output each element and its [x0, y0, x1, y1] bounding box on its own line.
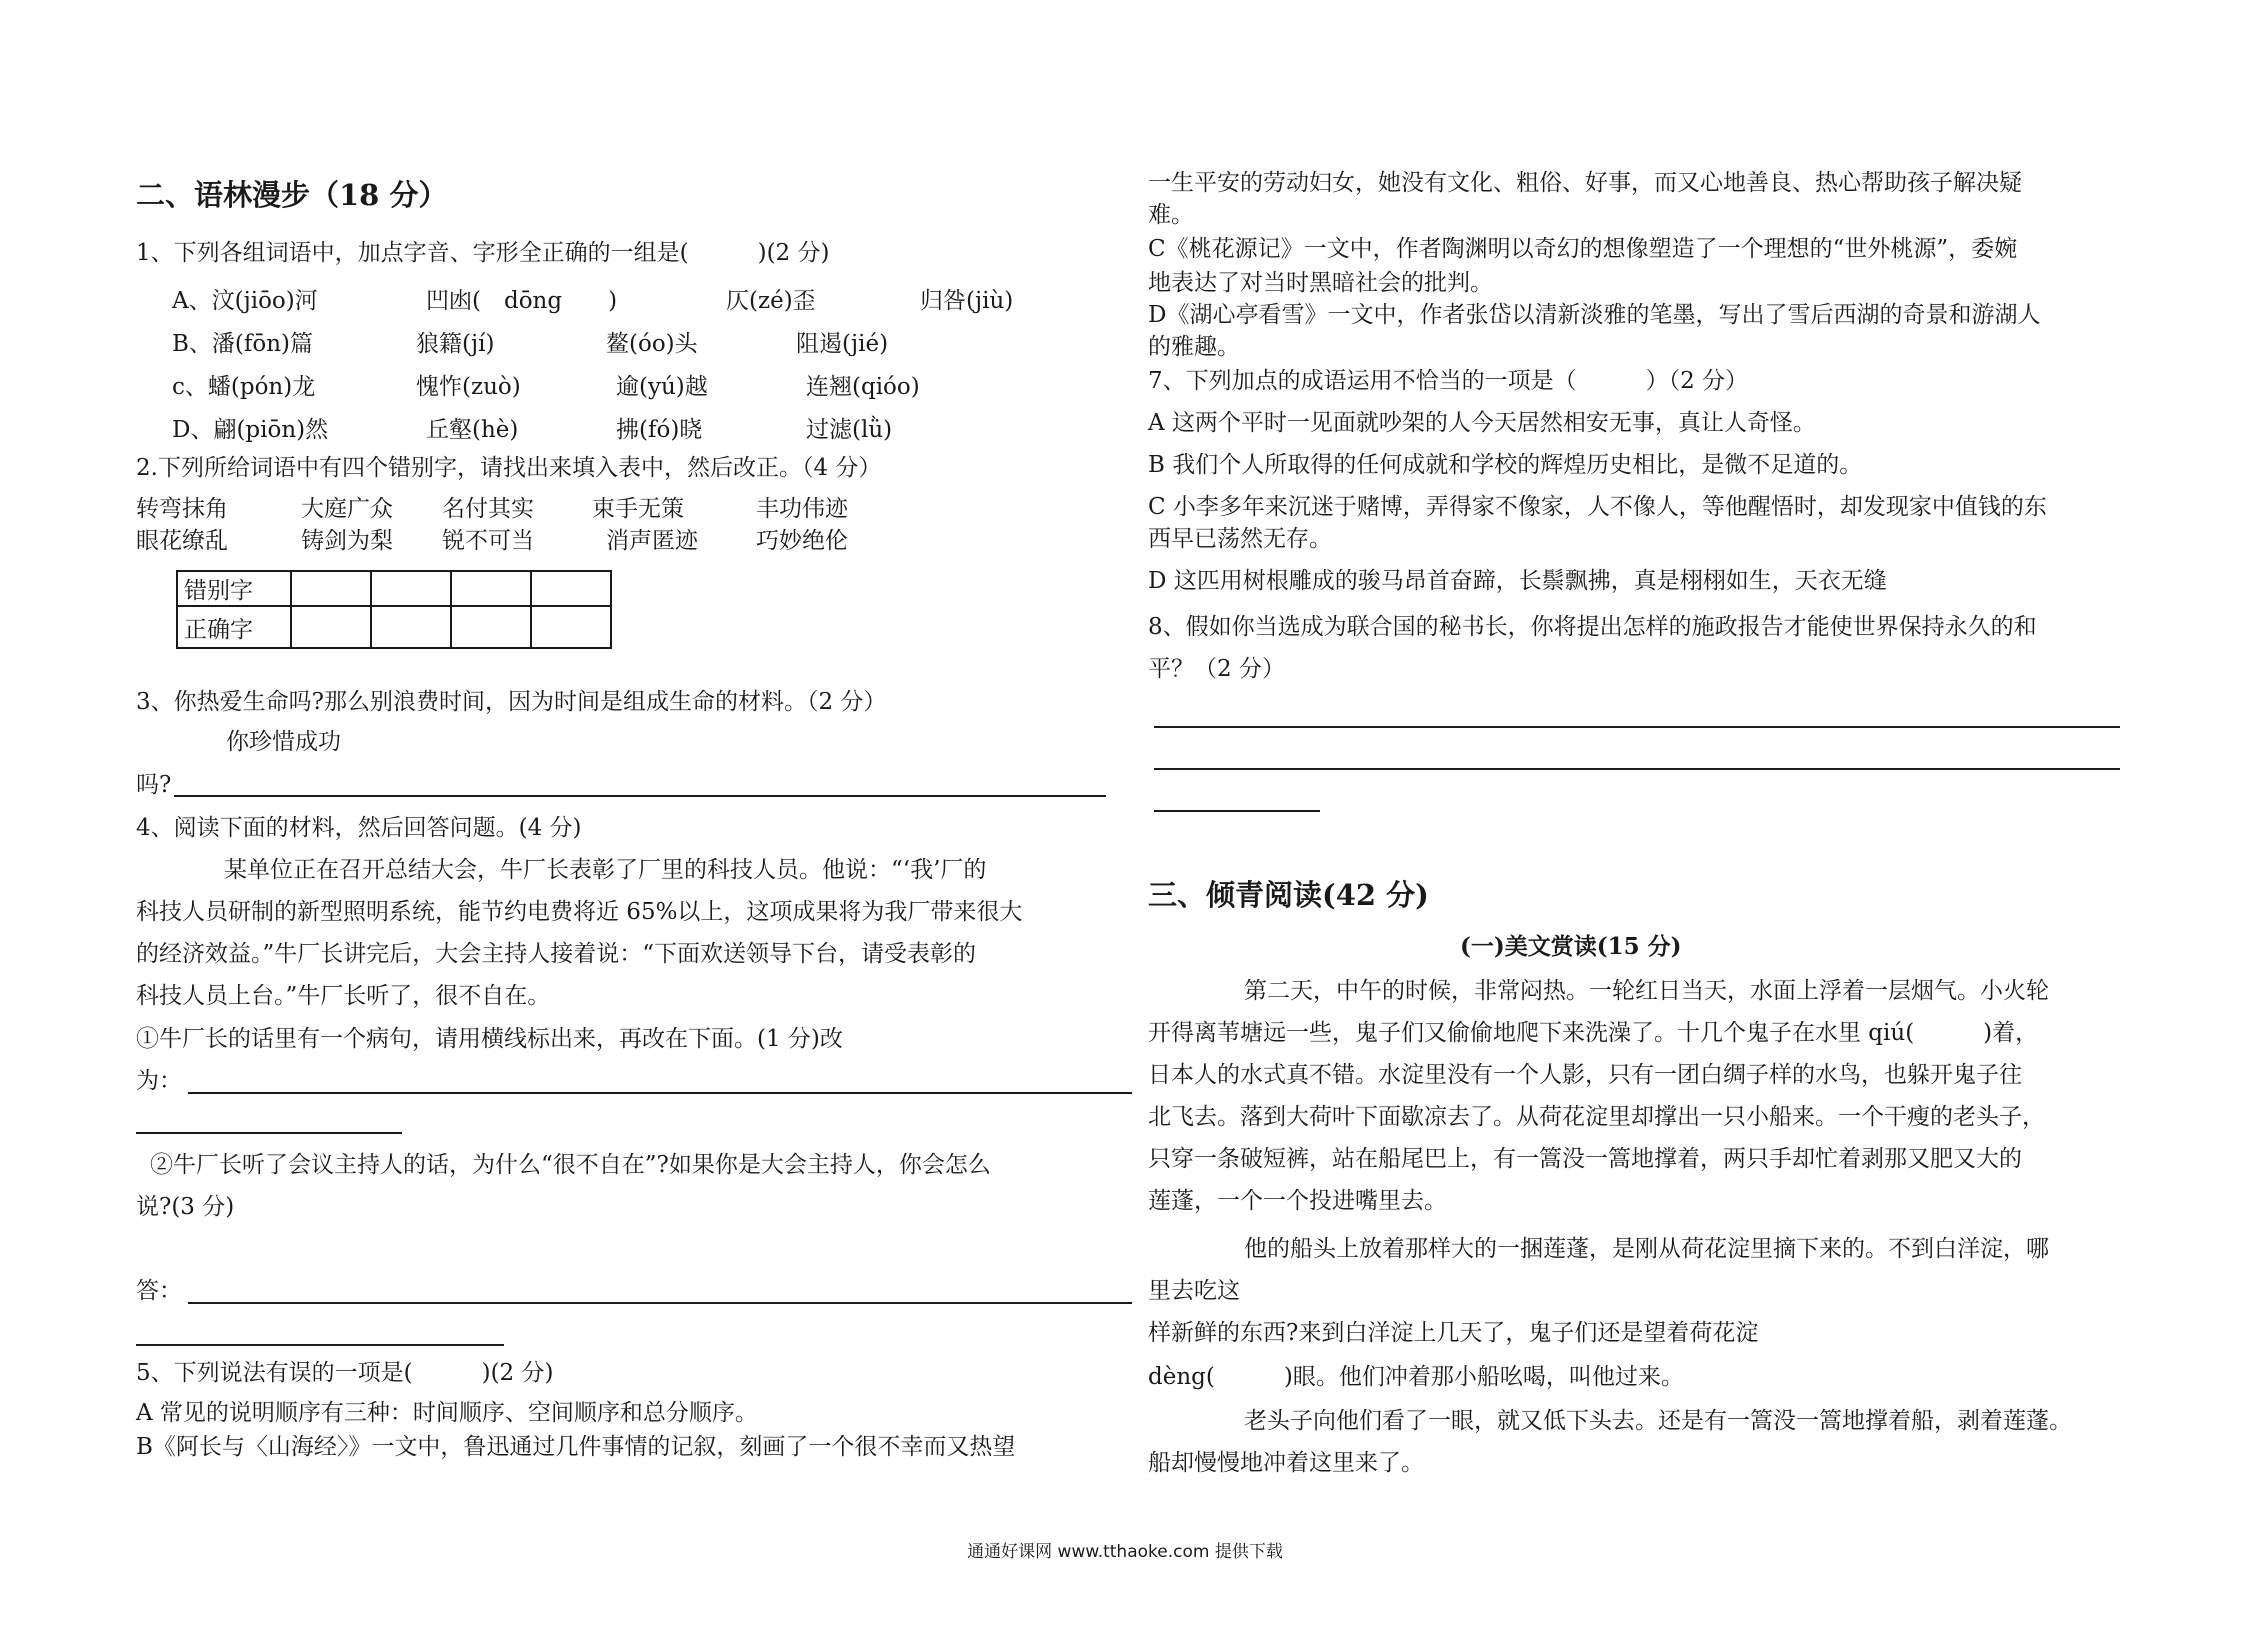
section2-title: 二、语林漫步（18 分） [136, 178, 448, 212]
passage-line: 样新鲜的东西?来到白洋淀上几天了，鬼子们还是望着荷花淀 [1148, 1320, 1759, 1346]
table-row-label: 错别字 [177, 571, 291, 606]
q4-para-line: 科技人员上台。”牛厂长听了，很不自在。 [136, 983, 551, 1009]
q1-option: B、潘(fōn)篇 [172, 331, 314, 357]
passage-line: 北飞去。落到大荷叶下面歇凉去了。从荷花淀里却撑出一只小船来。一个干瘦的老头子， [1148, 1104, 2045, 1130]
q7-option-a: A 这两个平时一见面就吵架的人今天居然相安无事，真让人奇怪。 [1148, 410, 1816, 436]
q4-answer-label: 答： [136, 1278, 182, 1304]
q3-line3: 吗? [136, 772, 172, 798]
q8-answer-line[interactable] [1154, 810, 1320, 812]
q2-word: 大庭广众 [301, 496, 393, 522]
q2-word: 眼花缭乱 [136, 528, 228, 554]
answer-cell[interactable] [531, 571, 611, 606]
q1-option: 阻遏(jié) [796, 331, 889, 357]
q5-option-c: 地表达了对当时黑暗社会的批判。 [1148, 270, 1493, 296]
table-row-label: 正确字 [177, 606, 291, 648]
section3-subtitle: (一)美文赏读(15 分) [1460, 933, 1682, 960]
passage-line: 莲蓬，一个一个投进嘴里去。 [1148, 1188, 1447, 1214]
q2-word: 锐不可当 [442, 528, 534, 554]
passage-line: 船却慢慢地冲着这里来了。 [1148, 1450, 1424, 1476]
q3-answer-line[interactable] [174, 795, 1106, 797]
q2-stem: 2.下列所给词语中有四个错别字，请找出来填入表中，然后改正。（4 分） [136, 455, 882, 481]
page-footer: 通通好课网 www.tthaoke.com 提供下载 [967, 1542, 1283, 1562]
passage-line: 老头子向他们看了一眼，就又低下头去。还是有一篙没一篙地撑着船，剥着莲蓬。 [1244, 1408, 2072, 1434]
section3-title: 三、倾青阅读(42 分) [1148, 878, 1429, 912]
q4-sub2-line2: 说?(3 分) [136, 1194, 235, 1220]
q1-option: 拂(fó)晓 [616, 417, 703, 443]
passage-line: 他的船头上放着那样大的一捆莲蓬，是刚从荷花淀里摘下来的。不到白洋淀，哪 [1244, 1236, 2049, 1262]
q7-stem: 7、下列加点的成语运用不恰当的一项是（ ）（2 分） [1148, 368, 1749, 394]
q4-answer-line[interactable] [188, 1302, 1132, 1304]
q7-option-d: D 这匹用树根雕成的骏马昂首奋蹄，长鬃飘拂，真是栩栩如生，天衣无缝 [1148, 568, 1887, 594]
answer-cell[interactable] [371, 571, 451, 606]
q8-stem: 8、假如你当选成为联合国的秘书长，你将提出怎样的施政报告才能使世界保持永久的和 [1148, 614, 2037, 640]
q1-option: 丘壑(hè) [426, 417, 519, 443]
answer-cell[interactable] [451, 606, 531, 648]
q4-para-line: 的经济效益。”牛厂长讲完后，大会主持人接着说：“下面欢送领导下台，请受表彰的 [136, 941, 977, 967]
q2-word: 消声匿迹 [606, 528, 698, 554]
q5-option-d: 的雅趣。 [1148, 334, 1240, 360]
q1-option: 连翘(qióo) [806, 374, 920, 400]
answer-cell[interactable] [531, 606, 611, 648]
q7-option-c: C 小李多年来沉迷于赌博，弄得家不像家，人不像人，等他醒悟时，却发现家中值钱的东 [1148, 494, 2047, 520]
answer-cell[interactable] [291, 571, 371, 606]
q1-option: 鳌(óo)头 [606, 331, 698, 357]
q1-option: c、蟠(pón)龙 [172, 374, 316, 400]
passage-line: dèng( )眼。他们冲着那小船吆喝，叫他过来。 [1148, 1364, 1684, 1390]
q5-option-d: D《湖心亭看雪》一文中，作者张岱以清新淡雅的笔墨，写出了雪后西湖的奇景和游湖人 [1148, 302, 2041, 328]
answer-cell[interactable] [451, 571, 531, 606]
answer-cell[interactable] [371, 606, 451, 648]
q1-option: 狼籍(jí) [416, 331, 495, 357]
q4-sub1: ①牛厂长的话里有一个病句，请用横线标出来，再改在下面。(1 分)改 [136, 1026, 843, 1052]
q2-word: 名付其实 [442, 496, 534, 522]
q7-option-c-cont: 西早已荡然无存。 [1148, 526, 1332, 552]
q8-answer-line[interactable] [1154, 726, 2120, 728]
q5-option-b-cont: 一生平安的劳动妇女，她没有文化、粗俗、好事，而又心地善良、热心帮助孩子解决疑 [1148, 170, 2022, 196]
q2-answer-table [176, 570, 612, 649]
q4-sub1-label: 为： [136, 1068, 182, 1094]
passage-line: 第二天，中午的时候，非常闷热。一轮红日当天，水面上浮着一层烟气。小火轮 [1244, 978, 2049, 1004]
q2-word: 转弯抹角 [136, 496, 228, 522]
q2-word: 束手无策 [592, 496, 684, 522]
q3-stem: 3、你热爱生命吗?那么别浪费时间，因为时间是组成生命的材料。（2 分） [136, 689, 887, 715]
q4-answer-line[interactable] [136, 1344, 504, 1346]
q1-option: 仄(zé)歪 [726, 288, 816, 314]
q5-option-c: C《桃花源记》一文中，作者陶渊明以奇幻的想像塑造了一个理想的“世外桃源”，委婉 [1148, 236, 2018, 262]
q4-para-line: 科技人员研制的新型照明系统，能节约电费将近 65%以上，这项成果将为我厂带来很大 [136, 899, 1023, 925]
q1-option: 逾(yú)越 [616, 374, 708, 400]
q5-option-a: A 常见的说明顺序有三种：时间顺序、空间顺序和总分顺序。 [136, 1400, 758, 1426]
q5-stem: 5、下列说法有误的一项是( )(2 分) [136, 1360, 554, 1386]
q8-answer-line[interactable] [1154, 768, 2120, 770]
q5-option-b: B《阿长与〈山海经〉》一文中，鲁迅通过几件事情的记叙，刻画了一个很不幸而又热望 [136, 1434, 1016, 1460]
q1-option: 凹凼( dōng ) [426, 288, 618, 314]
q2-word: 丰功伟迹 [756, 496, 848, 522]
q4-answer-line[interactable] [188, 1092, 1132, 1094]
passage-line: 开得离苇塘远一些，鬼子们又偷偷地爬下来洗澡了。十几个鬼子在水里 qiú( )着， [1148, 1020, 2039, 1046]
q1-option: 过滤(lǜ) [806, 417, 893, 443]
q1-stem: 1、下列各组词语中，加点字音、字形全正确的一组是( )(2 分) [136, 240, 830, 266]
q2-word: 铸剑为梨 [301, 528, 393, 554]
q4-stem: 4、阅读下面的材料，然后回答问题。(4 分) [136, 815, 582, 841]
q1-option: 归咎(jiù) [920, 288, 1014, 314]
passage-line: 只穿一条破短裤，站在船尾巴上，有一篙没一篙地撑着，两只手却忙着剥那又肥又大的 [1148, 1146, 2022, 1172]
q8-stem-cont: 平？（2 分） [1148, 656, 1285, 682]
q4-sub2: ②牛厂长听了会议主持人的话，为什么“很不自在”?如果你是大会主持人，你会怎么 [150, 1152, 991, 1178]
q1-option: A、汶(jiōo)河 [172, 288, 318, 314]
q5-option-b-cont: 难。 [1148, 202, 1194, 228]
q7-option-b: B 我们个人所取得的任何成就和学校的辉煌历史相比，是微不足道的。 [1148, 452, 1863, 478]
passage-line: 日本人的水式真不错。水淀里没有一个人影，只有一团白绸子样的水鸟，也躲开鬼子往 [1148, 1062, 2022, 1088]
answer-cell[interactable] [291, 606, 371, 648]
q1-option: D、翩(piōn)然 [172, 417, 329, 443]
q4-para-line: 某单位正在召开总结大会，牛厂长表彰了厂里的科技人员。他说：“‘我’厂的 [224, 857, 987, 883]
q2-word: 巧妙绝伦 [756, 528, 848, 554]
passage-line: 里去吃这 [1148, 1278, 1240, 1304]
q4-answer-line[interactable] [136, 1132, 402, 1134]
q3-line2: 你珍惜成功 [226, 729, 341, 755]
q1-option: 愧怍(zuò) [416, 374, 521, 400]
